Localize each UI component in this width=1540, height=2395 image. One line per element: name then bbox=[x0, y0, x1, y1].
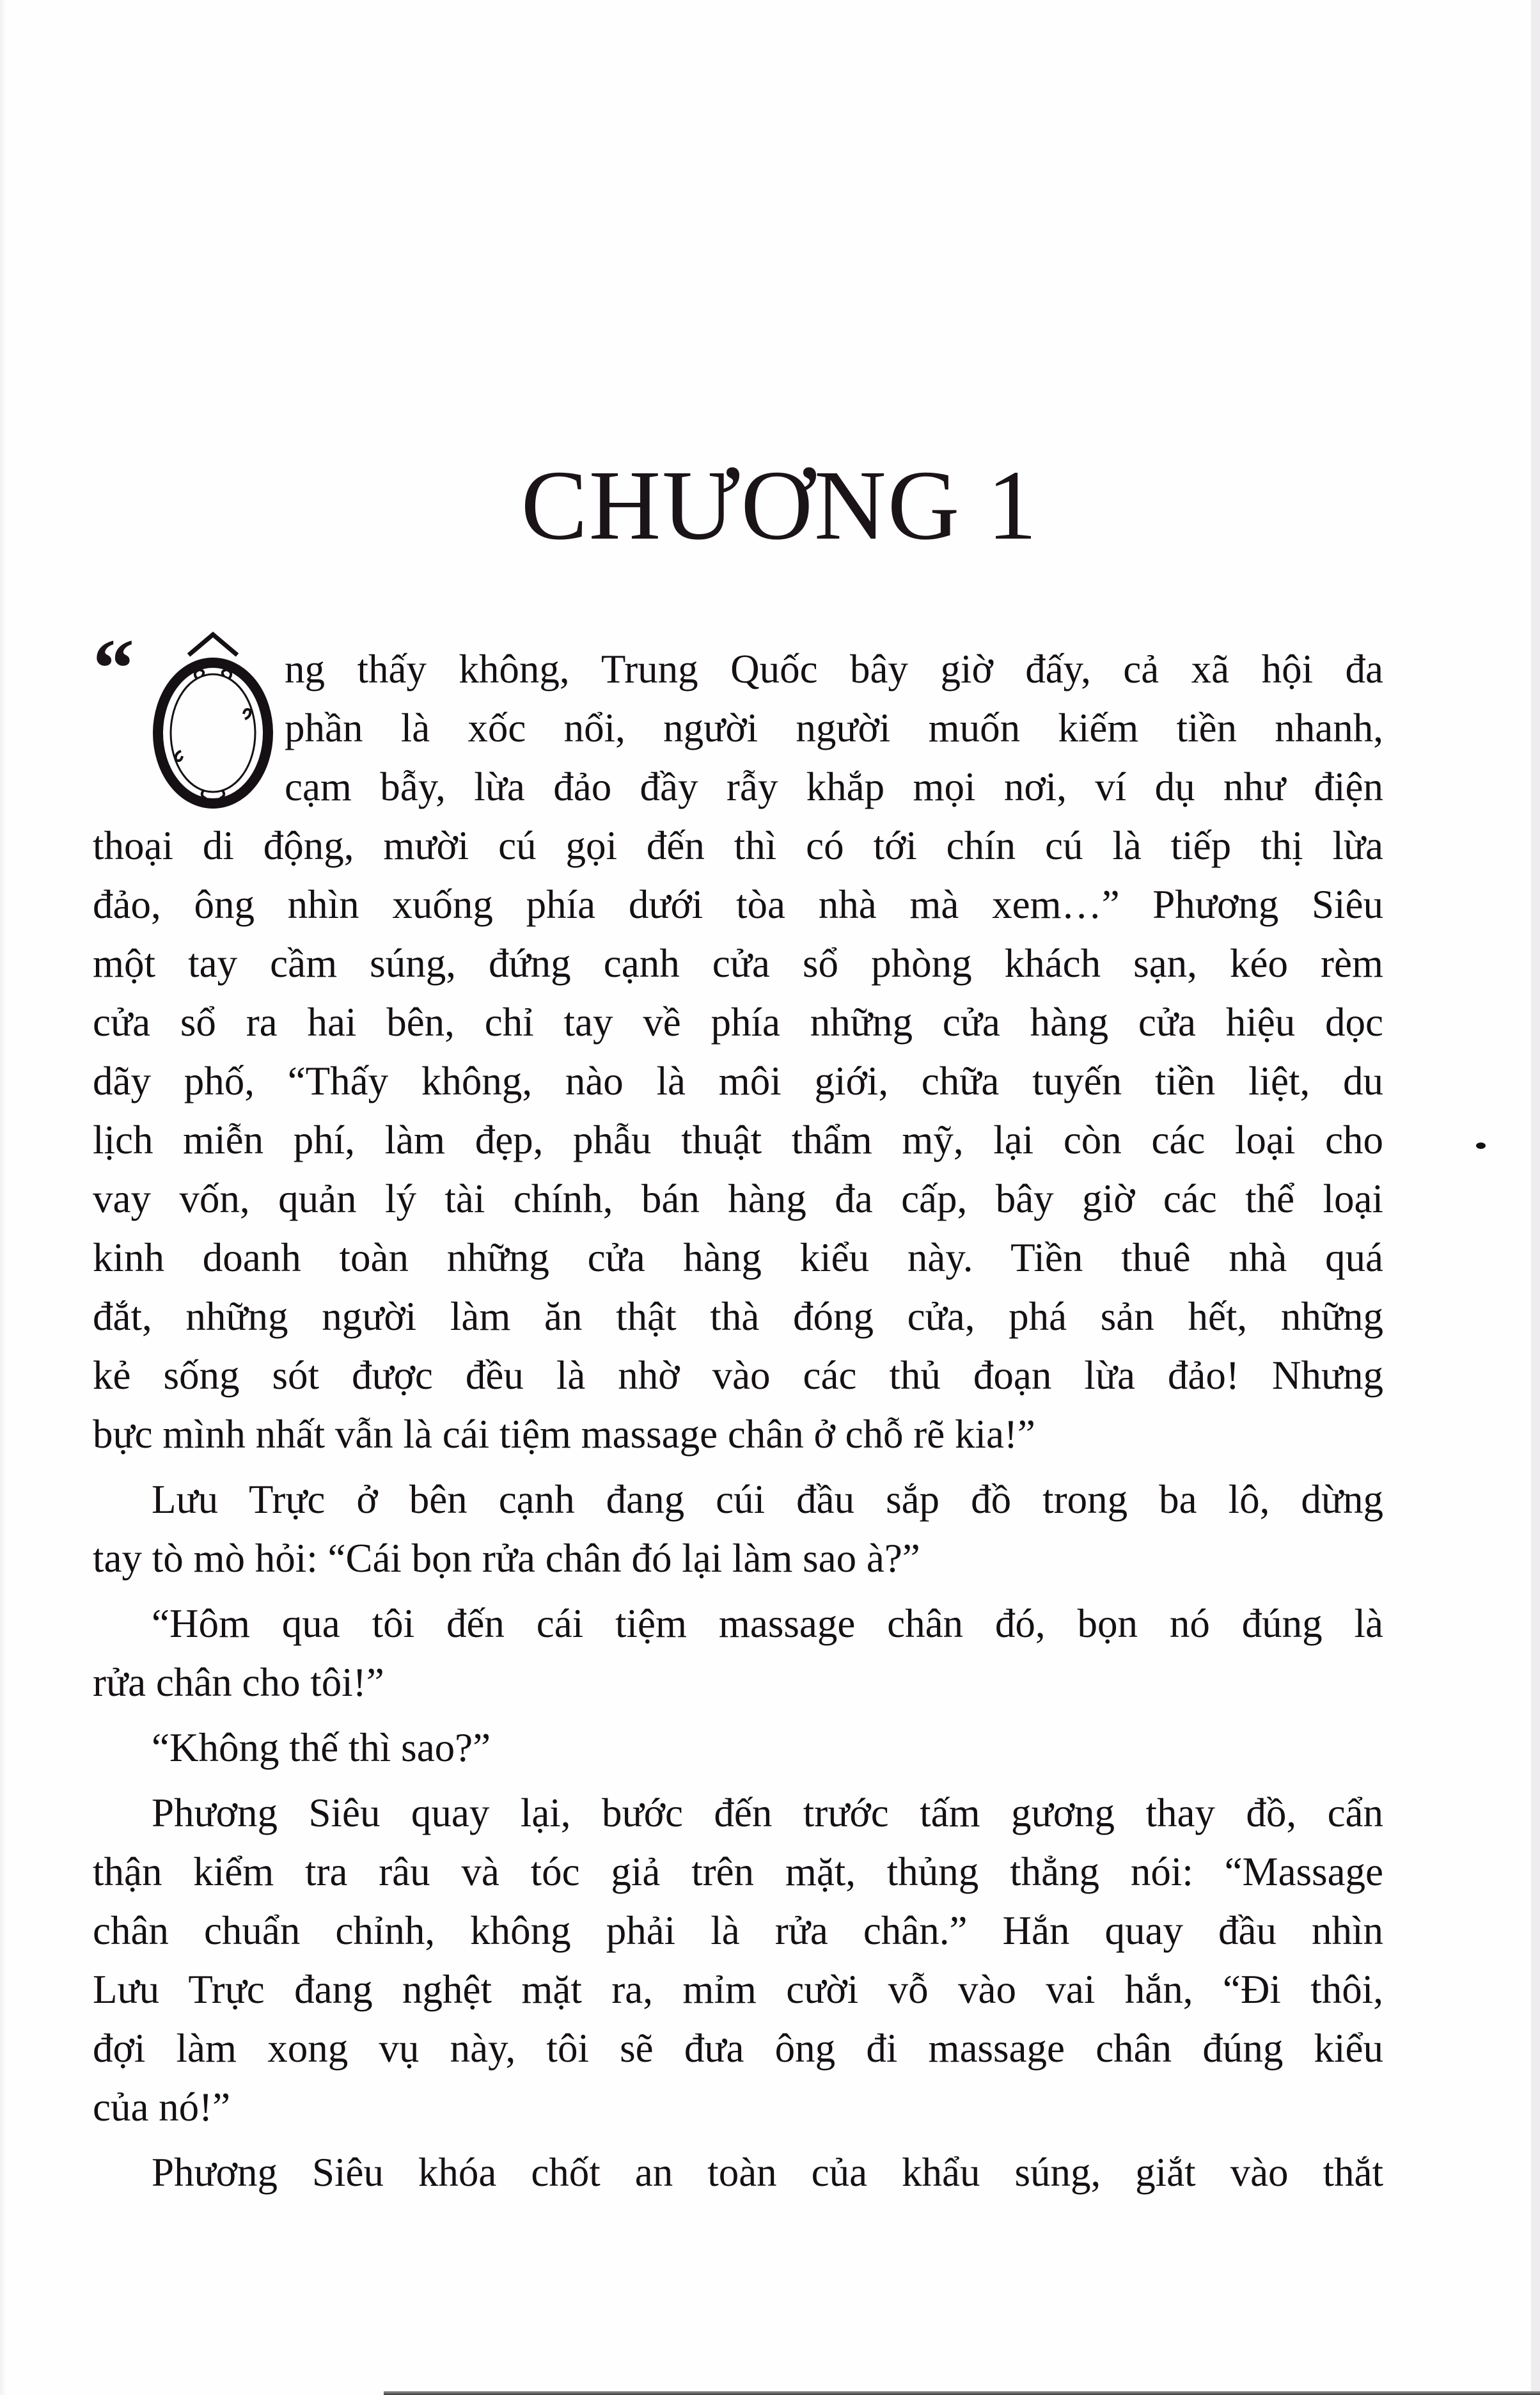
text-line: kẻ sống sót được đều là nhờ vào các thủ đoạn lừa đảo! Nhưng bbox=[93, 1353, 1383, 1398]
drop-cap-letter-icon bbox=[149, 631, 277, 810]
ink-speck bbox=[1476, 1142, 1486, 1149]
text-line: đợi làm xong vụ này, tôi sẽ đưa ông đi massage chân đúng kiểu bbox=[93, 2026, 1383, 2071]
paragraph bbox=[93, 1783, 1383, 2137]
text-line: Lưu Trực ở bên cạnh đang cúi đầu sắp đồ trong ba lô, dừng bbox=[152, 1477, 1383, 1522]
open-quote-mark: “ bbox=[93, 622, 134, 715]
text-line: “Không thế thì sao?” bbox=[152, 1725, 491, 1770]
drop-cap bbox=[93, 622, 285, 809]
text-line: cạm bẫy, lừa đảo đầy rẫy khắp mọi nơi, ví dụ như điện bbox=[285, 764, 1383, 809]
paragraph bbox=[93, 1594, 1383, 1712]
text-line: tay tò mò hỏi: “Cái bọn rửa chân đó lại làm sao à?” bbox=[93, 1536, 920, 1581]
text-line: Phương Siêu khóa chốt an toàn của khẩu súng, giắt vào thắt bbox=[152, 2150, 1383, 2195]
text-line: Phương Siêu quay lại, bước đến trước tấm gương thay đồ, cẩn bbox=[152, 1790, 1383, 1835]
text-line: thoại di động, mười cú gọi đến thì có tới chín cú là tiếp thị lừa bbox=[93, 823, 1383, 868]
scan-right-edge bbox=[1531, 0, 1540, 2395]
scan-bottom-edge bbox=[384, 2391, 1540, 2395]
text-line: dãy phố, “Thấy không, nào là môi giới, chữa tuyến tiền liệt, du bbox=[93, 1059, 1383, 1103]
text-line: cửa sổ ra hai bên, chỉ tay về phía những cửa hàng cửa hiệu dọc bbox=[93, 1000, 1383, 1045]
text-line: một tay cầm súng, đứng cạnh cửa sổ phòng khách sạn, kéo rèm bbox=[93, 941, 1383, 986]
text-line: của nó!” bbox=[93, 2085, 231, 2130]
paragraph-opening bbox=[93, 622, 1383, 1464]
paragraph bbox=[93, 2143, 1383, 2202]
text-line: ng thấy không, Trung Quốc bây giờ đấy, cả xã hội đa bbox=[285, 647, 1383, 692]
paragraph bbox=[93, 1718, 1383, 1777]
text-line: “Hôm qua tôi đến cái tiệm massage chân đó, bọn nó đúng là bbox=[152, 1601, 1383, 1646]
chapter-body bbox=[93, 622, 1383, 2206]
text-line: rửa chân cho tôi!” bbox=[93, 1660, 384, 1705]
text-line: chân chuẩn chỉnh, không phải là rửa chân.” Hắn quay đầu nhìn bbox=[93, 1908, 1383, 1953]
text-line: phần là xốc nổi, người người muốn kiếm tiền nhanh, bbox=[285, 706, 1383, 750]
chapter-title: CHƯƠNG 1 bbox=[521, 450, 1039, 560]
text-line: Lưu Trực đang nghệt mặt ra, mỉm cười vỗ vào vai hắn, “Đi thôi, bbox=[93, 1967, 1383, 2012]
paragraph bbox=[93, 1470, 1383, 1588]
text-line: vay vốn, quản lý tài chính, bán hàng đa cấp, bây giờ các thể loại bbox=[93, 1176, 1383, 1221]
text-line: thận kiểm tra râu và tóc giả trên mặt, thủng thẳng nói: “Massage bbox=[93, 1849, 1383, 1894]
page-left-edge-shade bbox=[0, 0, 6, 2395]
text-line: lịch miễn phí, làm đẹp, phẫu thuật thẩm mỹ, lại còn các loại cho bbox=[93, 1118, 1383, 1162]
text-line: đắt, những người làm ăn thật thà đóng cửa, phá sản hết, những bbox=[93, 1294, 1383, 1339]
text-line: bực mình nhất vẫn là cái tiệm massage chân ở chỗ rẽ kia!” bbox=[93, 1412, 1035, 1457]
text-line: đảo, ông nhìn xuống phía dưới tòa nhà mà xem…” Phương Siêu bbox=[93, 882, 1383, 927]
text-line: kinh doanh toàn những cửa hàng kiểu này. Tiền thuê nhà quá bbox=[93, 1235, 1383, 1280]
